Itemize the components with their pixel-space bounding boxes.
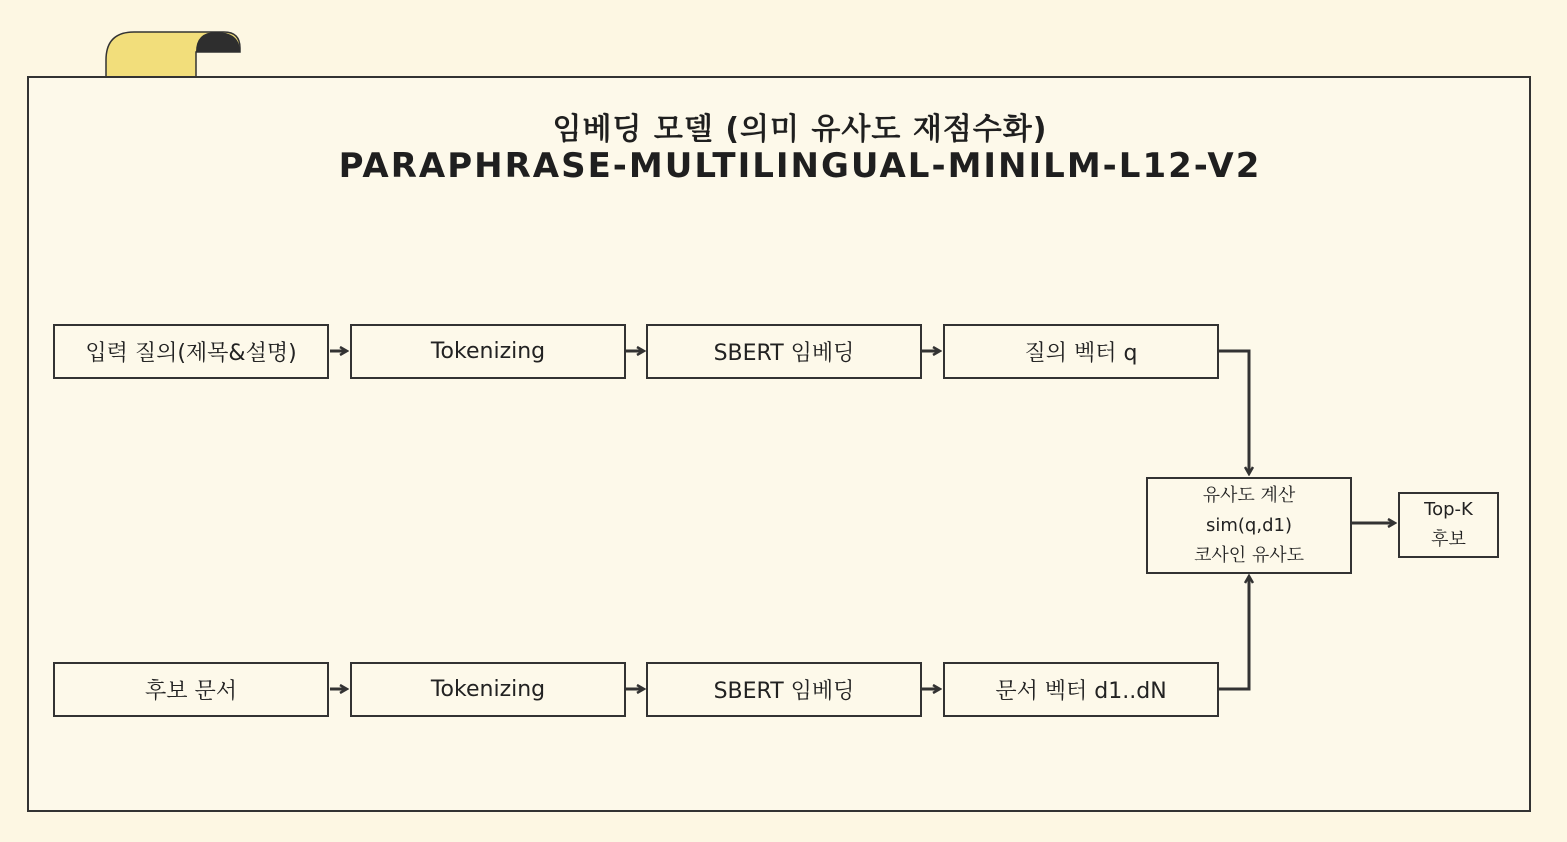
topk-candidates-label: 후보: [1431, 529, 1466, 550]
similarity-box: [1146, 477, 1352, 574]
query-sbert-box: SBERT 임베딩: [646, 324, 922, 379]
topk-label: Top-K: [1424, 499, 1473, 520]
similarity-formula: sim(q,d1): [1206, 514, 1292, 536]
candidate-docs-box: 후보 문서: [53, 662, 329, 717]
doc-sbert-box: SBERT 임베딩: [646, 662, 922, 717]
similarity-method: 코사인 유사도: [1193, 544, 1305, 566]
doc-tokenizing-box: Tokenizing: [350, 662, 626, 717]
topk-box: [1398, 492, 1499, 558]
query-input-box: 입력 질의(제목&설명): [53, 324, 329, 379]
arrow-query-to-sim: [1219, 351, 1249, 474]
query-vector-box: 질의 벡터 q: [943, 324, 1219, 379]
similarity-label: 유사도 계산: [1202, 484, 1296, 506]
query-tokenizing-box: Tokenizing: [350, 324, 626, 379]
arrow-doc-to-sim: [1219, 576, 1249, 689]
doc-vector-box: 문서 벡터 d1..dN: [943, 662, 1219, 717]
diagram-title: 임베딩 모델 (의미 유사도 재점수화): [552, 112, 1048, 147]
model-name-title: PARAPHRASE-MULTILINGUAL-MINILM-L12-V2: [338, 146, 1262, 186]
